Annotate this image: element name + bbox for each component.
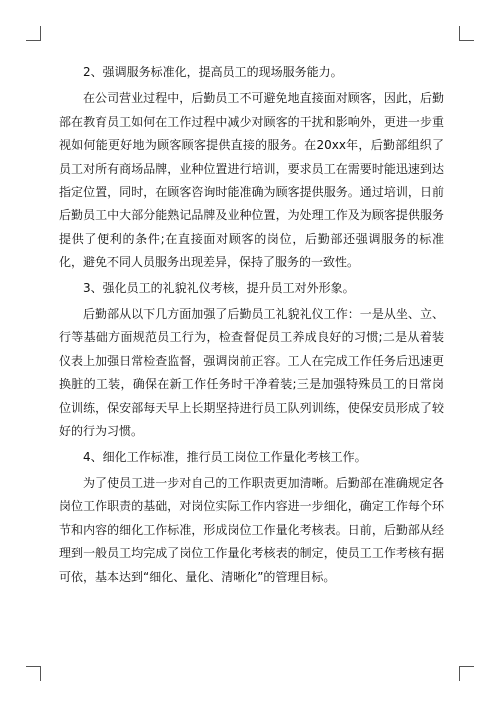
corner-crop-mark [459, 666, 474, 681]
corner-crop-mark [26, 666, 41, 681]
body-paragraph: 在公司营业过程中，后勤员工不可避免地直接面对顾客，因此，后勤部在教育员工如何在工作过程中减少对顾客的干扰和影响外，更进一步重视如何能更好地为顾客顾客提供直接的服务。在20xx年，后勤部组织了员工对所有商场品牌，业种位置进行培训，要求员工在需要时能迅速到达指定位置，同时，在顾客咨询时能准确为顾客提供服务。通过培训，日前后勤员工中大部分能熟记品牌及业种位置，为处理工作及为顾客提供服务提供了便利的条件;在直接面对顾客的岗位，后勤部还强调服务的标准化，避免不同人员服务出现差异，保持了服务的一致性。 [59, 91, 444, 270]
corner-crop-mark [26, 26, 41, 41]
corner-crop-mark [459, 26, 474, 41]
section-heading: 4、细化工作标准，推行员工岗位工作量化考核工作。 [83, 449, 367, 464]
body-paragraph: 后勤部从以下几方面加强了后勤员工礼貌礼仪工作：一是从坐、立、行等基础方面规范员工行为，检查督促员工养成良好的习惯;二是从着装仪表上加强日常检查监督，强调岗前正容。工人在完成工作任务后迅速更换脏的工装，确保在新工作任务时干净着装;三是加强特殊员工的日常岗位训练，保安部每天早上长期坚持进行员工队列训练，使保安员形成了较好的行为习惯。 [59, 307, 444, 439]
body-paragraph: 为了使员工进一步对自己的工作职责更加清晰。后勤部在准确规定各岗位工作职责的基础，对岗位实际工作内容进一步细化，确定工作每个环节和内容的细化工作标准，形成岗位工作量化考核表。日前，后勤部从经理到一般员工均完成了岗位工作量化考核表的制定，使员工工作考核有据可依，基本达到“细化、量化、清晰化”的管理目标。 [59, 475, 444, 584]
section-heading: 2、强调服务标准化，提高员工的现场服务能力。 [83, 65, 343, 79]
document-body [59, 61, 444, 591]
section-heading: 3、强化员工的礼貌礼仪考核，提升员工对外形象。 [83, 280, 355, 295]
